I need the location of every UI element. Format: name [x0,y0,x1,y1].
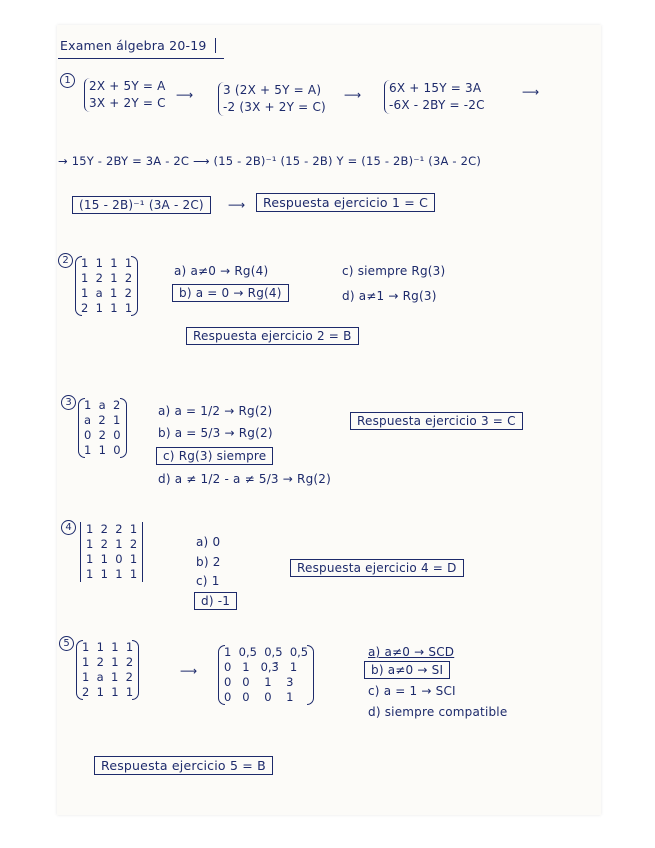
ex5-option-a: a) a≠0 → SCD [368,645,455,659]
ex2-option-b-selected: b) a = 0 → Rg(4) [172,284,289,302]
ex1-sys2-eq1: 3 (2X + 5Y = A) [223,83,322,97]
exercise-5-number: 5 [59,636,74,651]
ex3-matrix-row: 1 1 0 [84,443,121,457]
ex1-sys1-eq1: 2X + 5Y = A [89,79,166,93]
ex1-system-3 [384,80,485,114]
exercise-2-number: 2 [58,253,73,268]
ex4-answer-box: Respuesta ejercicio 4 = D [290,559,464,577]
ex3-option-a: a) a = 1/2 → Rg(2) [158,404,273,418]
arrow-icon: ⟶ [180,664,198,678]
arrow-icon: ⟶ [522,85,540,99]
ex5-option-b-selected: b) a≠0 → SI [364,661,450,679]
ex1-derivation-line: → 15Y - 2BY = 3A - 2C ⟶ (15 - 2B)⁻¹ (15 - 2B) Y = (15 - 2B)⁻¹ (3A - 2C) [58,154,482,168]
ex1-system-2 [218,82,326,116]
ex2-matrix-row: 2 1 1 1 [81,301,133,315]
ex2-option-d: d) a≠1 → Rg(3) [342,289,437,303]
ex4-matrix-row: 1 1 1 1 [86,567,138,581]
ex3-option-d: d) a ≠ 1/2 - a ≠ 5/3 → Rg(2) [158,472,332,486]
exercise-1-number: 1 [60,73,75,88]
ex4-option-b: b) 2 [196,555,221,569]
ex3-option-b: b) a = 5/3 → Rg(2) [158,426,273,440]
ex5-matrix2-row: 0 0 0 1 [224,690,294,704]
ex2-matrix-row: 1 a 1 2 [81,286,132,300]
ex4-option-a: a) 0 [196,535,221,549]
ex4-option-c: c) 1 [196,574,220,588]
ex4-matrix-row: 1 2 1 2 [86,537,138,551]
exercise-3-number: 3 [61,395,76,410]
arrow-icon: ⟶ [344,88,362,102]
arrow-icon: ⟶ [176,88,194,102]
exam-title: Examen álgebra 20-19 [60,38,216,53]
ex4-option-d-selected: d) -1 [194,592,237,610]
ex2-option-a: a) a≠0 → Rg(4) [174,264,269,278]
ex5-option-d: d) siempre compatible [368,705,508,719]
ex3-matrix [78,398,127,458]
ex2-answer-box: Respuesta ejercicio 2 = B [186,327,359,345]
ex2-matrix-row: 1 1 1 1 [81,256,133,270]
ex5-matrix1-row: 1 1 1 1 [82,640,134,654]
ex3-answer-box: Respuesta ejercicio 3 = C [350,412,523,430]
ex3-matrix-row: a 2 1 [84,413,121,427]
ex1-result-box: (15 - 2B)⁻¹ (3A - 2C) [72,196,211,214]
ex1-system-1 [84,78,166,112]
ex5-matrix2-row: 1 0,5 0,5 0,5 [224,645,309,659]
ex1-sys1-eq2: 3X + 2Y = C [89,96,166,110]
ex5-matrix1-row: 1 a 1 2 [82,670,133,684]
ex5-answer-box: Respuesta ejercicio 5 = B [94,756,273,775]
ex4-matrix [80,522,143,582]
ex5-matrix2-row: 0 0 1 3 [224,675,294,689]
ex1-sys2-eq2: -2 (3X + 2Y = C) [223,100,326,114]
ex4-matrix-row: 1 2 2 1 [86,522,138,536]
ex3-matrix-row: 0 2 0 [84,428,121,442]
ex2-matrix-row: 1 2 1 2 [81,271,133,285]
ex2-matrix [75,256,138,316]
title-underline [58,58,224,59]
ex3-option-c-selected: c) Rg(3) siempre [156,447,273,465]
ex2-option-c: c) siempre Rg(3) [342,264,446,278]
exercise-4-number: 4 [61,520,76,535]
ex1-answer-box: Respuesta ejercicio 1 = C [256,193,435,212]
ex5-option-c: c) a = 1 → SCI [368,684,456,698]
arrow-icon: ⟶ [228,198,246,212]
ex5-matrix1-row: 1 2 1 2 [82,655,134,669]
ex5-matrix-1 [76,640,139,700]
ex5-matrix1-row: 2 1 1 1 [82,685,134,699]
ex5-matrix2-row: 0 1 0,3̄ 1 [224,660,298,674]
ex1-sys3-eq2: -6X - 2BY = -2C [389,98,485,112]
ex5-matrix-2 [218,645,314,705]
ex1-sys3-eq1: 6X + 15Y = 3A [389,81,482,95]
ex4-matrix-row: 1 1 0 1 [86,552,138,566]
ex3-matrix-row: 1 a 2 [84,398,121,412]
